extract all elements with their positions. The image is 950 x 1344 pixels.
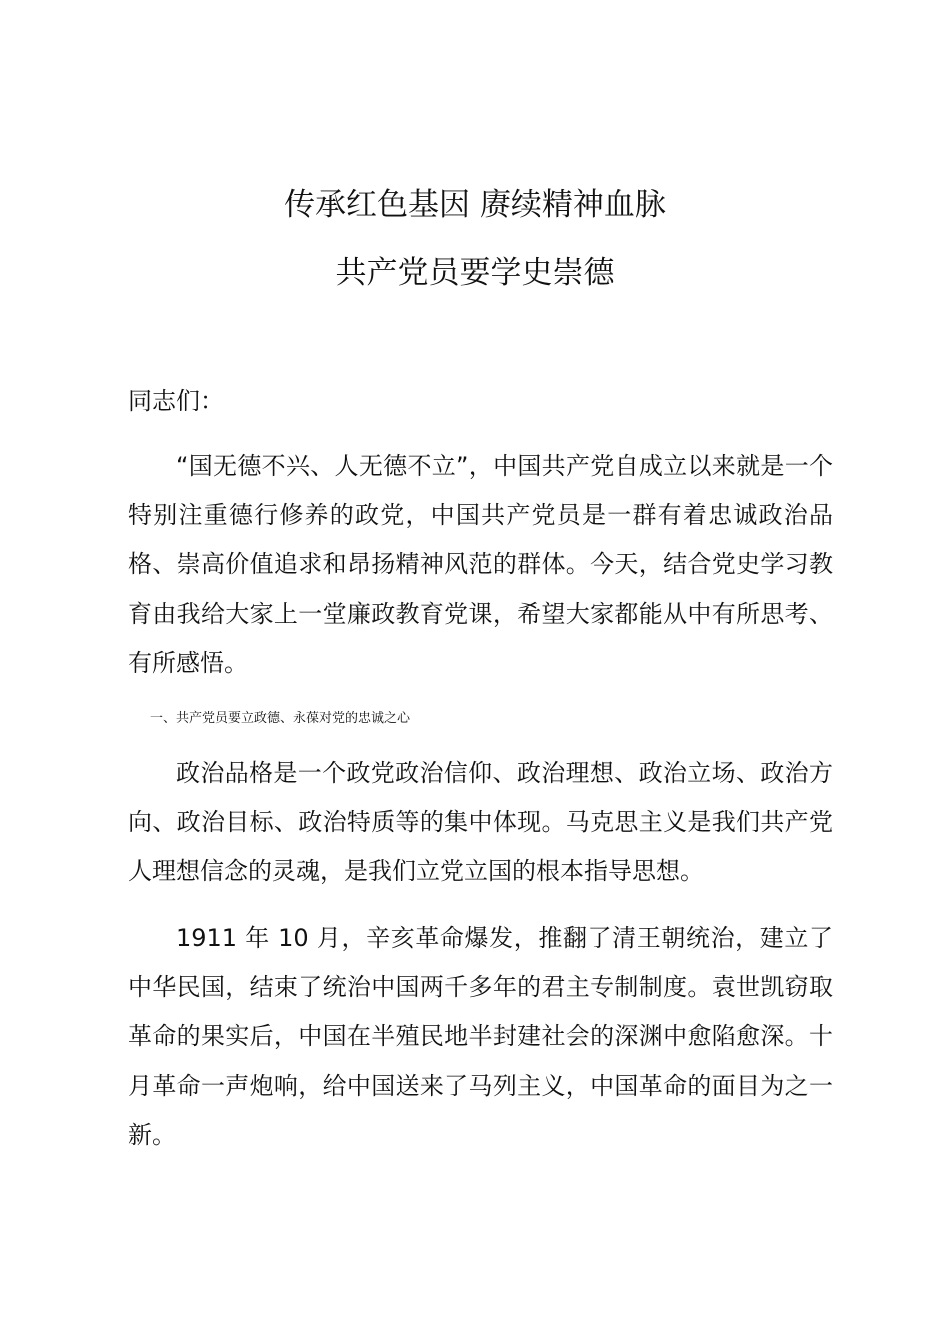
document-title-line-1: 传承红色基因 赓续精神血脉 — [284, 187, 666, 223]
body-paragraph-1: “国无德不兴、人无德不立”，中国共产党自成立以来就是一个特别注重德行修养的政党，中国共产党员是一群有着忠诚政治品格、崇高价值追求和昂扬精神风范的群体。今天，结合党史学习教育由我给大家上一堂廉政教育党课，希望大家都能从中有所思考、有所感悟。 — [128, 452, 833, 677]
body-paragraph-2: 政治品格是一个政党政治信仰、政治理想、政治立场、政治方向、政治目标、政治特质等的集中体现。马克思主义是我们共产党人理想信念的灵魂，是我们立党立国的根本指导思想。 — [128, 759, 833, 886]
section-heading: 一、共产党员要立政德、永葆对党的忠诚之心 — [150, 711, 411, 726]
body-paragraph-3: 1911 年 10 月，辛亥革命爆发，推翻了清王朝统治，建立了中华民国，结束了统治中国两千多年的君主专制制度。袁世凯窃取革命的果实后，中国在半殖民地半封建社会的深渊中愈陷愈深。十月革命一声炮响，给中国送来了马列主义，中国革命的面目为之一新。 — [128, 924, 833, 1149]
salutation: 同志们： — [128, 387, 224, 415]
document-title-line-2: 共产党员要学史崇德 — [335, 255, 615, 291]
